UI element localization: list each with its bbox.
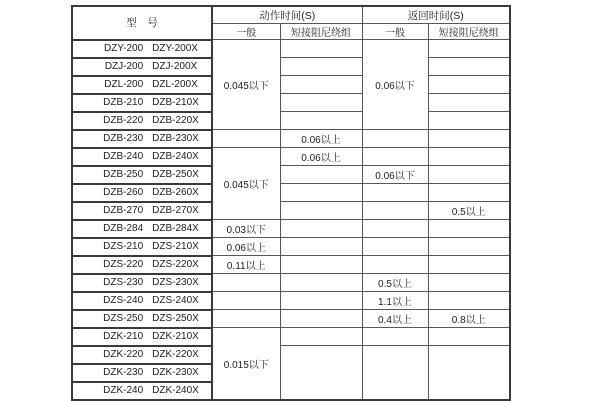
model-label: DZB-270	[103, 205, 144, 216]
model-x-label: DZB-260X	[152, 187, 199, 198]
model-cell	[72, 112, 212, 130]
model-x-label: DZB-210X	[152, 97, 199, 108]
model-cell	[72, 184, 212, 202]
return-general-cell: 0.5以上	[362, 274, 428, 292]
action-damped-cell	[280, 184, 362, 202]
model-label: DZJ-200	[104, 61, 144, 72]
model-cell	[72, 364, 212, 382]
model-cell	[72, 238, 212, 256]
return-damped-cell	[428, 148, 510, 166]
table-row	[72, 94, 510, 112]
model-cell	[72, 130, 212, 148]
relay-timing-table	[71, 5, 511, 401]
model-x-label: DZS-220X	[152, 259, 199, 270]
return-general-cell	[362, 202, 428, 220]
return-damped-cell	[428, 166, 510, 184]
model-cell	[72, 220, 212, 238]
table-row	[72, 112, 510, 130]
table-row	[72, 76, 510, 94]
return-damped-cell	[428, 58, 510, 76]
model-pair	[73, 205, 211, 216]
model-cell	[72, 310, 212, 328]
model-x-label: DZK-220X	[152, 349, 199, 360]
return-damped-cell	[428, 274, 510, 292]
model-label: DZS-210	[103, 241, 144, 252]
action-damped-cell	[280, 256, 362, 274]
model-cell	[72, 40, 212, 58]
table-row	[72, 292, 510, 310]
model-cell	[72, 94, 212, 112]
model-x-label: DZJ-200X	[152, 61, 198, 72]
model-x-label: DZB-220X	[152, 115, 199, 126]
action-damped-cell: 0.06以上	[280, 130, 362, 148]
return-damped-cell	[428, 256, 510, 274]
model-x-label: DZB-240X	[152, 151, 199, 162]
table-row	[72, 346, 510, 364]
return-general-cell: 0.06以下	[362, 40, 428, 130]
model-pair	[73, 187, 211, 198]
model-cell	[72, 382, 212, 400]
return-damped-cell	[428, 328, 510, 346]
return-general-cell	[362, 328, 428, 346]
table-header	[72, 6, 510, 40]
return-general-cell: 1.1以上	[362, 292, 428, 310]
model-label: DZY-200	[104, 43, 144, 54]
return-damped-cell	[428, 112, 510, 130]
model-cell	[72, 274, 212, 292]
model-pair	[73, 331, 211, 342]
table-row	[72, 166, 510, 184]
action-damped-cell: 0.06以上	[280, 148, 362, 166]
action-general-cell	[212, 130, 280, 148]
return-damped-cell	[428, 184, 510, 202]
model-x-label: DZS-230X	[152, 277, 199, 288]
model-cell	[72, 346, 212, 364]
col-header-action-general: 一般	[212, 24, 280, 40]
model-x-label: DZB-250X	[152, 169, 199, 180]
return-general-cell	[362, 256, 428, 274]
action-general-cell: 0.015以下	[212, 328, 280, 400]
return-damped-cell	[428, 220, 510, 238]
model-x-label: DZB-230X	[152, 133, 199, 144]
return-damped-cell: 0.8以上	[428, 310, 510, 328]
model-pair	[73, 79, 211, 90]
action-damped-cell	[280, 346, 362, 400]
col-header-return-damped-winding: 短接阻尼绕组	[428, 24, 510, 40]
model-x-label: DZS-250X	[152, 313, 199, 324]
return-damped-cell	[428, 40, 510, 58]
model-cell	[72, 166, 212, 184]
model-x-label: DZS-210X	[152, 241, 199, 252]
model-label: DZB-240	[103, 151, 144, 162]
model-pair	[73, 367, 211, 378]
model-label: DZL-200	[104, 79, 144, 90]
table-row	[72, 184, 510, 202]
action-general-cell	[212, 292, 280, 310]
model-label: DZS-230	[103, 277, 144, 288]
model-label: DZB-250	[103, 169, 144, 180]
model-pair	[73, 223, 211, 234]
action-general-cell: 0.11以上	[212, 256, 280, 274]
table-row	[72, 310, 510, 328]
action-general-cell: 0.06以上	[212, 238, 280, 256]
model-label: DZB-260	[103, 187, 144, 198]
action-general-cell: 0.045以下	[212, 148, 280, 220]
model-x-label: DZY-200X	[152, 43, 198, 54]
return-damped-cell	[428, 130, 510, 148]
action-damped-cell	[280, 238, 362, 256]
action-damped-cell	[280, 112, 362, 130]
model-label: DZB-284	[103, 223, 144, 234]
table-row	[72, 148, 510, 166]
return-general-cell	[362, 220, 428, 238]
model-pair	[73, 133, 211, 144]
action-general-cell	[212, 310, 280, 328]
col-header-model: 型 号	[72, 6, 212, 40]
model-label: DZK-210	[103, 331, 144, 342]
col-header-action-damped-winding: 短接阻尼绕组	[280, 24, 362, 40]
model-x-label: DZK-240X	[152, 385, 199, 396]
action-damped-cell	[280, 76, 362, 94]
return-damped-cell	[428, 76, 510, 94]
col-group-action-time: 动作时间(S)	[212, 6, 362, 24]
model-pair	[73, 169, 211, 180]
table-row	[72, 256, 510, 274]
model-pair	[73, 295, 211, 306]
model-x-label: DZB-284X	[152, 223, 199, 234]
return-damped-cell	[428, 346, 510, 400]
model-cell	[72, 202, 212, 220]
col-group-return-time: 返回时间(S)	[362, 6, 510, 24]
table-row	[72, 328, 510, 346]
header-row-groups	[72, 6, 510, 24]
action-damped-cell	[280, 40, 362, 58]
return-general-cell: 0.06以下	[362, 166, 428, 184]
action-damped-cell	[280, 292, 362, 310]
return-general-cell: 0.4以上	[362, 310, 428, 328]
model-pair	[73, 61, 211, 72]
model-pair	[73, 115, 211, 126]
action-general-cell	[212, 274, 280, 292]
model-x-label: DZK-210X	[152, 331, 199, 342]
model-cell	[72, 292, 212, 310]
table-row	[72, 238, 510, 256]
model-label: DZS-240	[103, 295, 144, 306]
return-damped-cell	[428, 238, 510, 256]
action-damped-cell	[280, 58, 362, 76]
model-label: DZB-220	[103, 115, 144, 126]
model-cell	[72, 148, 212, 166]
action-damped-cell	[280, 310, 362, 328]
table-row	[72, 274, 510, 292]
return-damped-cell: 0.5以上	[428, 202, 510, 220]
action-damped-cell	[280, 202, 362, 220]
model-label: DZK-220	[103, 349, 144, 360]
model-pair	[73, 349, 211, 360]
return-damped-cell	[428, 292, 510, 310]
model-label: DZK-230	[103, 367, 144, 378]
model-x-label: DZS-240X	[152, 295, 199, 306]
model-cell	[72, 58, 212, 76]
model-label: DZB-210	[103, 97, 144, 108]
return-general-cell	[362, 130, 428, 148]
model-pair	[73, 277, 211, 288]
model-label: DZS-250	[103, 313, 144, 324]
model-pair	[73, 43, 211, 54]
model-label: DZS-220	[103, 259, 144, 270]
return-damped-cell	[428, 94, 510, 112]
action-general-cell: 0.045以下	[212, 40, 280, 130]
table-row	[72, 40, 510, 58]
table-row	[72, 220, 510, 238]
return-general-cell	[362, 184, 428, 202]
model-pair	[73, 385, 211, 396]
model-cell	[72, 328, 212, 346]
table-row	[72, 130, 510, 148]
model-pair	[73, 259, 211, 270]
table-row	[72, 202, 510, 220]
model-x-label: DZK-230X	[152, 367, 199, 378]
model-label: DZB-230	[103, 133, 144, 144]
model-cell	[72, 256, 212, 274]
model-pair	[73, 313, 211, 324]
action-general-cell: 0.03以下	[212, 220, 280, 238]
model-cell	[72, 76, 212, 94]
action-damped-cell	[280, 220, 362, 238]
return-general-cell	[362, 346, 428, 400]
model-x-label: DZL-200X	[152, 79, 198, 90]
model-pair	[73, 241, 211, 252]
table-body	[72, 40, 510, 400]
model-x-label: DZB-270X	[152, 205, 199, 216]
return-general-cell	[362, 238, 428, 256]
model-pair	[73, 151, 211, 162]
col-header-return-general: 一般	[362, 24, 428, 40]
action-damped-cell	[280, 166, 362, 184]
model-label: DZK-240	[103, 385, 144, 396]
action-damped-cell	[280, 328, 362, 346]
model-pair	[73, 97, 211, 108]
return-general-cell	[362, 148, 428, 166]
action-damped-cell	[280, 94, 362, 112]
action-damped-cell	[280, 274, 362, 292]
table-row	[72, 58, 510, 76]
